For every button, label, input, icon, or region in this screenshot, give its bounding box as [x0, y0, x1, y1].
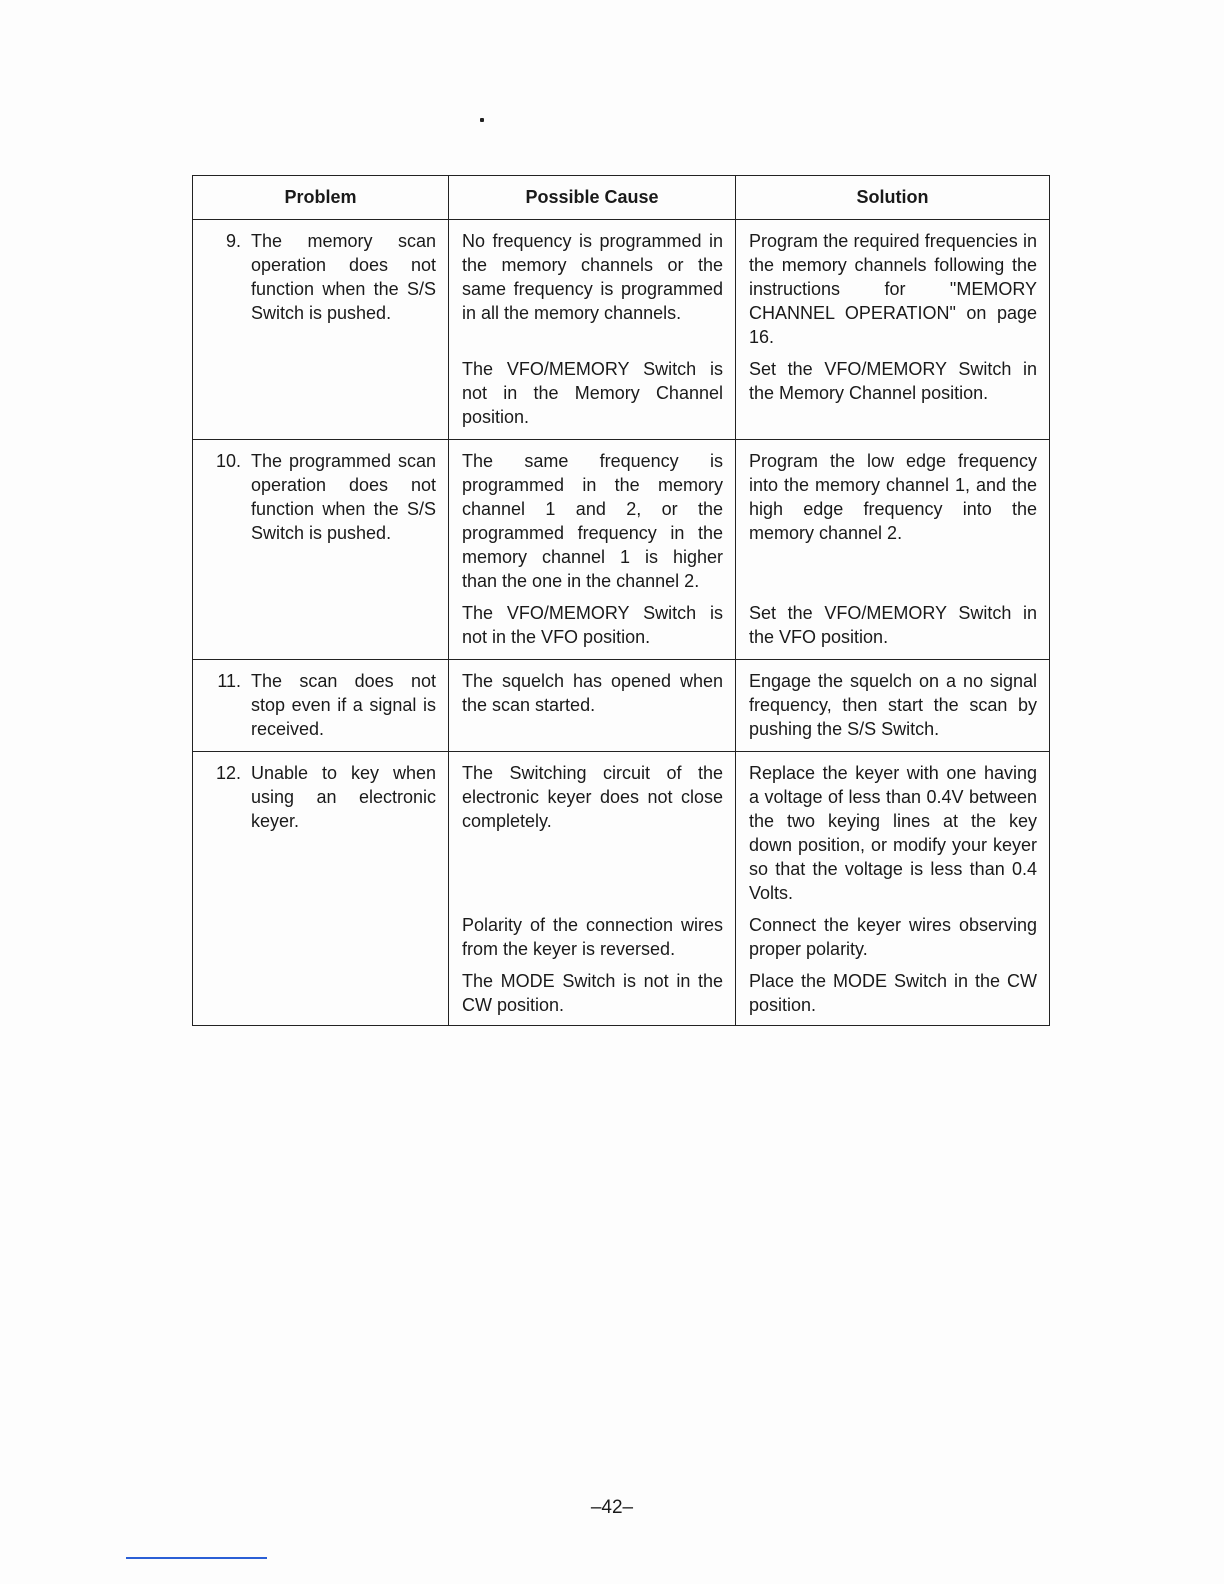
troubleshooting-table — [192, 175, 1050, 1026]
solution-text: Connect the keyer wires observing proper polarity. — [749, 915, 1037, 959]
header-solution: Solution — [735, 176, 1049, 219]
table-row — [193, 220, 1049, 440]
table-row — [193, 440, 1049, 660]
cause-text: The squelch has opened when the scan started. — [462, 671, 723, 715]
solution-text: Program the low edge frequency into the memory channel 1, and the high edge frequency into the memory channel 2. — [749, 451, 1037, 543]
cause-cell — [448, 911, 735, 967]
cause-text: The VFO/MEMORY Switch is not in the Memory Channel position. — [462, 359, 723, 427]
solution-cell — [735, 660, 1049, 751]
page-number: –42– — [590, 1497, 634, 1518]
header-problem: Problem — [284, 187, 357, 207]
problem-text: The programmed scan operation does not function when the S/S Switch is pushed. — [251, 451, 436, 543]
solution-text: Replace the keyer with one having a voltage of less than 0.4V between the two keying lines at the key down position, or modify your keyer so that the voltage is less than 0.4 Volts. — [749, 763, 1037, 903]
cause-text: Polarity of the connection wires from the keyer is reversed. — [462, 915, 723, 959]
cause-cell — [448, 355, 735, 439]
row-number: 11. — [217, 671, 241, 691]
link-underline — [126, 1557, 267, 1559]
solution-text: Set the VFO/MEMORY Switch in the Memory Channel position. — [749, 359, 1037, 403]
table-header — [193, 176, 1049, 220]
solution-text: Set the VFO/MEMORY Switch in the VFO position. — [749, 603, 1037, 647]
problem-cell — [193, 220, 448, 439]
cause-cell — [448, 220, 735, 355]
problem-text: Unable to key when using an electronic keyer. — [251, 763, 436, 831]
cause-text: The Switching circuit of the electronic keyer does not close completely. — [462, 763, 723, 831]
problem-cell — [193, 440, 448, 659]
solution-text: Place the MODE Switch in the CW position. — [749, 971, 1037, 1015]
solution-cell — [735, 599, 1049, 659]
cause-text: The MODE Switch is not in the CW position. — [462, 971, 723, 1015]
problem-text: The memory scan operation does not function when the S/S Switch is pushed. — [251, 231, 436, 323]
cause-cell — [448, 967, 735, 1025]
problem-cell — [193, 752, 448, 1025]
stray-mark — [480, 118, 484, 122]
solution-cell — [735, 752, 1049, 911]
table-row — [193, 660, 1049, 752]
solution-cell — [735, 355, 1049, 439]
cause-text: The VFO/MEMORY Switch is not in the VFO position. — [462, 603, 723, 647]
row-number: 10. — [215, 451, 241, 471]
header-cause: Possible Cause — [448, 176, 735, 219]
solution-text: Program the required frequencies in the memory channels following the instructions for "MEMORY CHANNEL OPERATION" on page 16. — [749, 231, 1037, 347]
solution-text: Engage the squelch on a no signal frequency, then start the scan by pushing the S/S Switch. — [749, 671, 1037, 739]
cause-text: The same frequency is programmed in the memory channel 1 and 2, or the programmed frequency in the memory channel 1 is higher than the one in the channel 2. — [462, 451, 723, 591]
cause-cell — [448, 440, 735, 599]
solution-cell — [735, 911, 1049, 967]
row-number: 12. — [215, 763, 241, 783]
cause-text: No frequency is programmed in the memory channels or the same frequency is programmed in all the memory channels. — [462, 231, 723, 323]
problem-text: The scan does not stop even if a signal is received. — [251, 671, 436, 739]
solution-cell — [735, 220, 1049, 355]
cause-cell — [448, 752, 735, 911]
cause-cell — [448, 660, 735, 751]
cause-cell — [448, 599, 735, 659]
table-row — [193, 752, 1049, 1025]
solution-cell — [735, 967, 1049, 1025]
problem-cell — [193, 660, 448, 751]
row-number: 9. — [225, 231, 241, 251]
solution-cell — [735, 440, 1049, 599]
